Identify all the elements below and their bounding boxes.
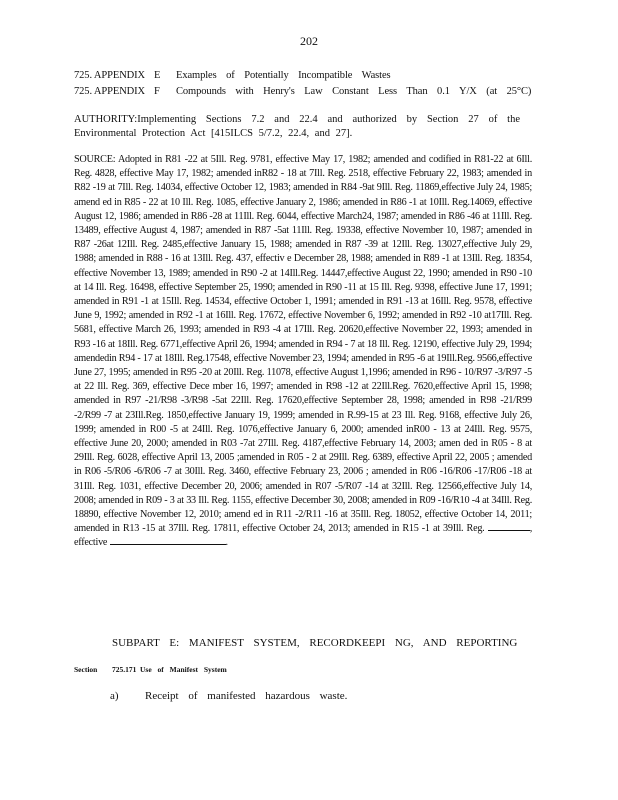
appendix-number: 725. APPENDIX — [74, 86, 146, 97]
source-period: . — [225, 537, 228, 549]
section-number: 725.171 — [112, 665, 137, 674]
appendix-title: Compounds with Henry's Law Constant Less Than 0.1 Y/X (at 25°C) — [176, 86, 532, 97]
appendix-number: 725. APPENDIX — [74, 70, 146, 81]
appendix-letter: F — [154, 86, 160, 97]
source-note — [74, 153, 532, 551]
appendix-letter: E — [154, 70, 161, 81]
appendix-f-entry — [74, 86, 531, 97]
subsection-text: Receipt of manifested hazardous waste. — [145, 690, 348, 702]
source-effective-label: , effective — [74, 523, 532, 549]
appendix-e-entry — [74, 70, 391, 81]
section-title: Use of Manifest System — [140, 665, 227, 674]
subpart-heading: SUBPART E: MANIFEST SYSTEM, RECORDKEEPI NG, AND REPORTING — [112, 637, 518, 649]
source-text: SOURCE: Adopted in R81 -22 at 5Ill. Reg. 9781, effective May 17, 1982; amended and codified in R81-22 at 6Ill. Reg. 4828, effective May 17, 1982; amended inR82 - 18 at 7Ill. Reg. 2518, effective February 22, 1983; amended in R82 -19 at 7Ill. Reg. 14034, effective October 12, 1983; amended in R84 -9at 9Ill. Reg. 11869,effective July 24, 1985; amend ed in R85 - 22 at 10 Ill. Reg. 1085, effective January 2, 1986; amended in R86 -1 at 10Ill. Reg.14069, effective August 12, 1986; amended in R86 -28 at 11Ill. Reg. 6044, effective March24, 1987; amended in R86 -46 at 11Ill. Reg. 13489, effective August 4, 1987; amended in R87 -5at 11Ill. Reg. 19338, effective November 10, 1987; amended in R87 -26at 12Ill. Reg. 2485,effective January 15, 1988; amended in R87 -39 at 12Ill. Reg. 13027,effective July 29, 1988; amended in R88 - 16 at 13Ill. Reg. 437, effectiv e December 28, 1988; amended in R89 -1 at 13Ill. Reg. 18354, effective November 13, 1989; amended in R90 -2 at 14Ill.Reg. 14447,effective August 22, 1990; amended in R90 -10 at 14 Ill. Reg. 16498, effective September 25, 1990; amended in R90 -11 at 15 Ill. Reg. 9398, effective June 17, 1991; amended in R91 -1 at 15Ill. Reg. 14534, effective October 1, 1991; amended in R91 -13 at 16Ill. Reg. 9578, effective June 9, 1992; amended in R92 -1 at 16Ill. Reg. 17672, effective November 6, 1992; amended in R92 -10 at17Ill. Reg. 5681, effective March 26, 1993; amended in R93 -4 at 17Ill. Reg. 20620,effective November 22, 1993; amended in R93 -16 at 18Ill. Reg. 6771,effective April 26, 1994; amended in R94 - 7 at 18 Ill. Reg. 12190, effective July 29, 1994; amendedin R94 - 17 at 18Ill. Reg.17548, effective November 23, 1994; amended in R95 -6 at 19Ill.Reg. 9566,effective June 27, 1995; amended in R95 -20 at 20Ill. Reg. 11078, effective August 1,1996; amended in R96 - 10/R97 -3/R97 -5 at 22 Ill. Reg. 369, effective Dece mber 16, 1997; amended in R98 -12 at 22Ill.Reg. 7620,effective April 15, 1998; amended in R97 -21/R98 -3/R98 -5at 22Ill. Reg. 17620,effective September 28, 1998; amended in R98 -21/R99 -2/R99 -7 at 23Ill.Reg. 1850,effective January 19, 1999; amended in R.99-15 at 23 Ill. Reg. 9168, effective July 26, 1999; amended in R00 -5 at 24Ill. Reg. 1076,effective January 6, 2000; amended inR00 - 13 at 24Ill. Reg. 9575, effective June 20, 2000; amended in R03 -7at 27Ill. Reg. 4187,effective February 14, 2003; amen ded in R05 - 8 at 29Ill. Reg. 6028, effective April 13, 2005 ;amended in R05 - 2 at 29Ill. Reg. 6389, effective April 22, 2005 ; amended in R06 -5/R06 -6/R06 -7 at 30Ill. Reg. 3460, effective February 23, 2006 ; amended in R06 -16/R06 -17/R06 -18 at 31Ill. Reg. 1031, effective December 20, 2006; amended in R07 -5/R07 -14 at 32Ill. Reg. 12566,effective July 14, 2008; amended in R09 - 3 at 33 Ill. Reg. 1155, effective December 30, 2008; amended in R09 -16/R10 -4 at 34Ill. Reg. 18890, effective November 12, 2010; amend ed in R11 -2/R11 -16 at 35Ill. Reg. 18052, effective October 14, 2011; amended in R13 -15 at 37Ill. Reg. 17811, effective October 24, 2013; amended in R15 -1 at 39Ill. Reg. — [74, 154, 532, 535]
subsection-label: a) — [110, 690, 119, 702]
blank-register-page — [488, 530, 530, 531]
authority-note: AUTHORITY:Implementing Sections 7.2 and 22.4 and authorized by Section 27 of the Environmental Protection Act [415ILCS 5/7.2, 22.4, and 27]. — [74, 114, 520, 139]
section-label: Section — [74, 665, 98, 674]
appendix-title: Examples of Potentially Incompatible Wastes — [176, 70, 391, 81]
blank-effective-date — [110, 544, 226, 545]
subsection-a — [110, 690, 347, 702]
section-heading — [74, 665, 227, 674]
page-number: 202 — [300, 34, 318, 48]
